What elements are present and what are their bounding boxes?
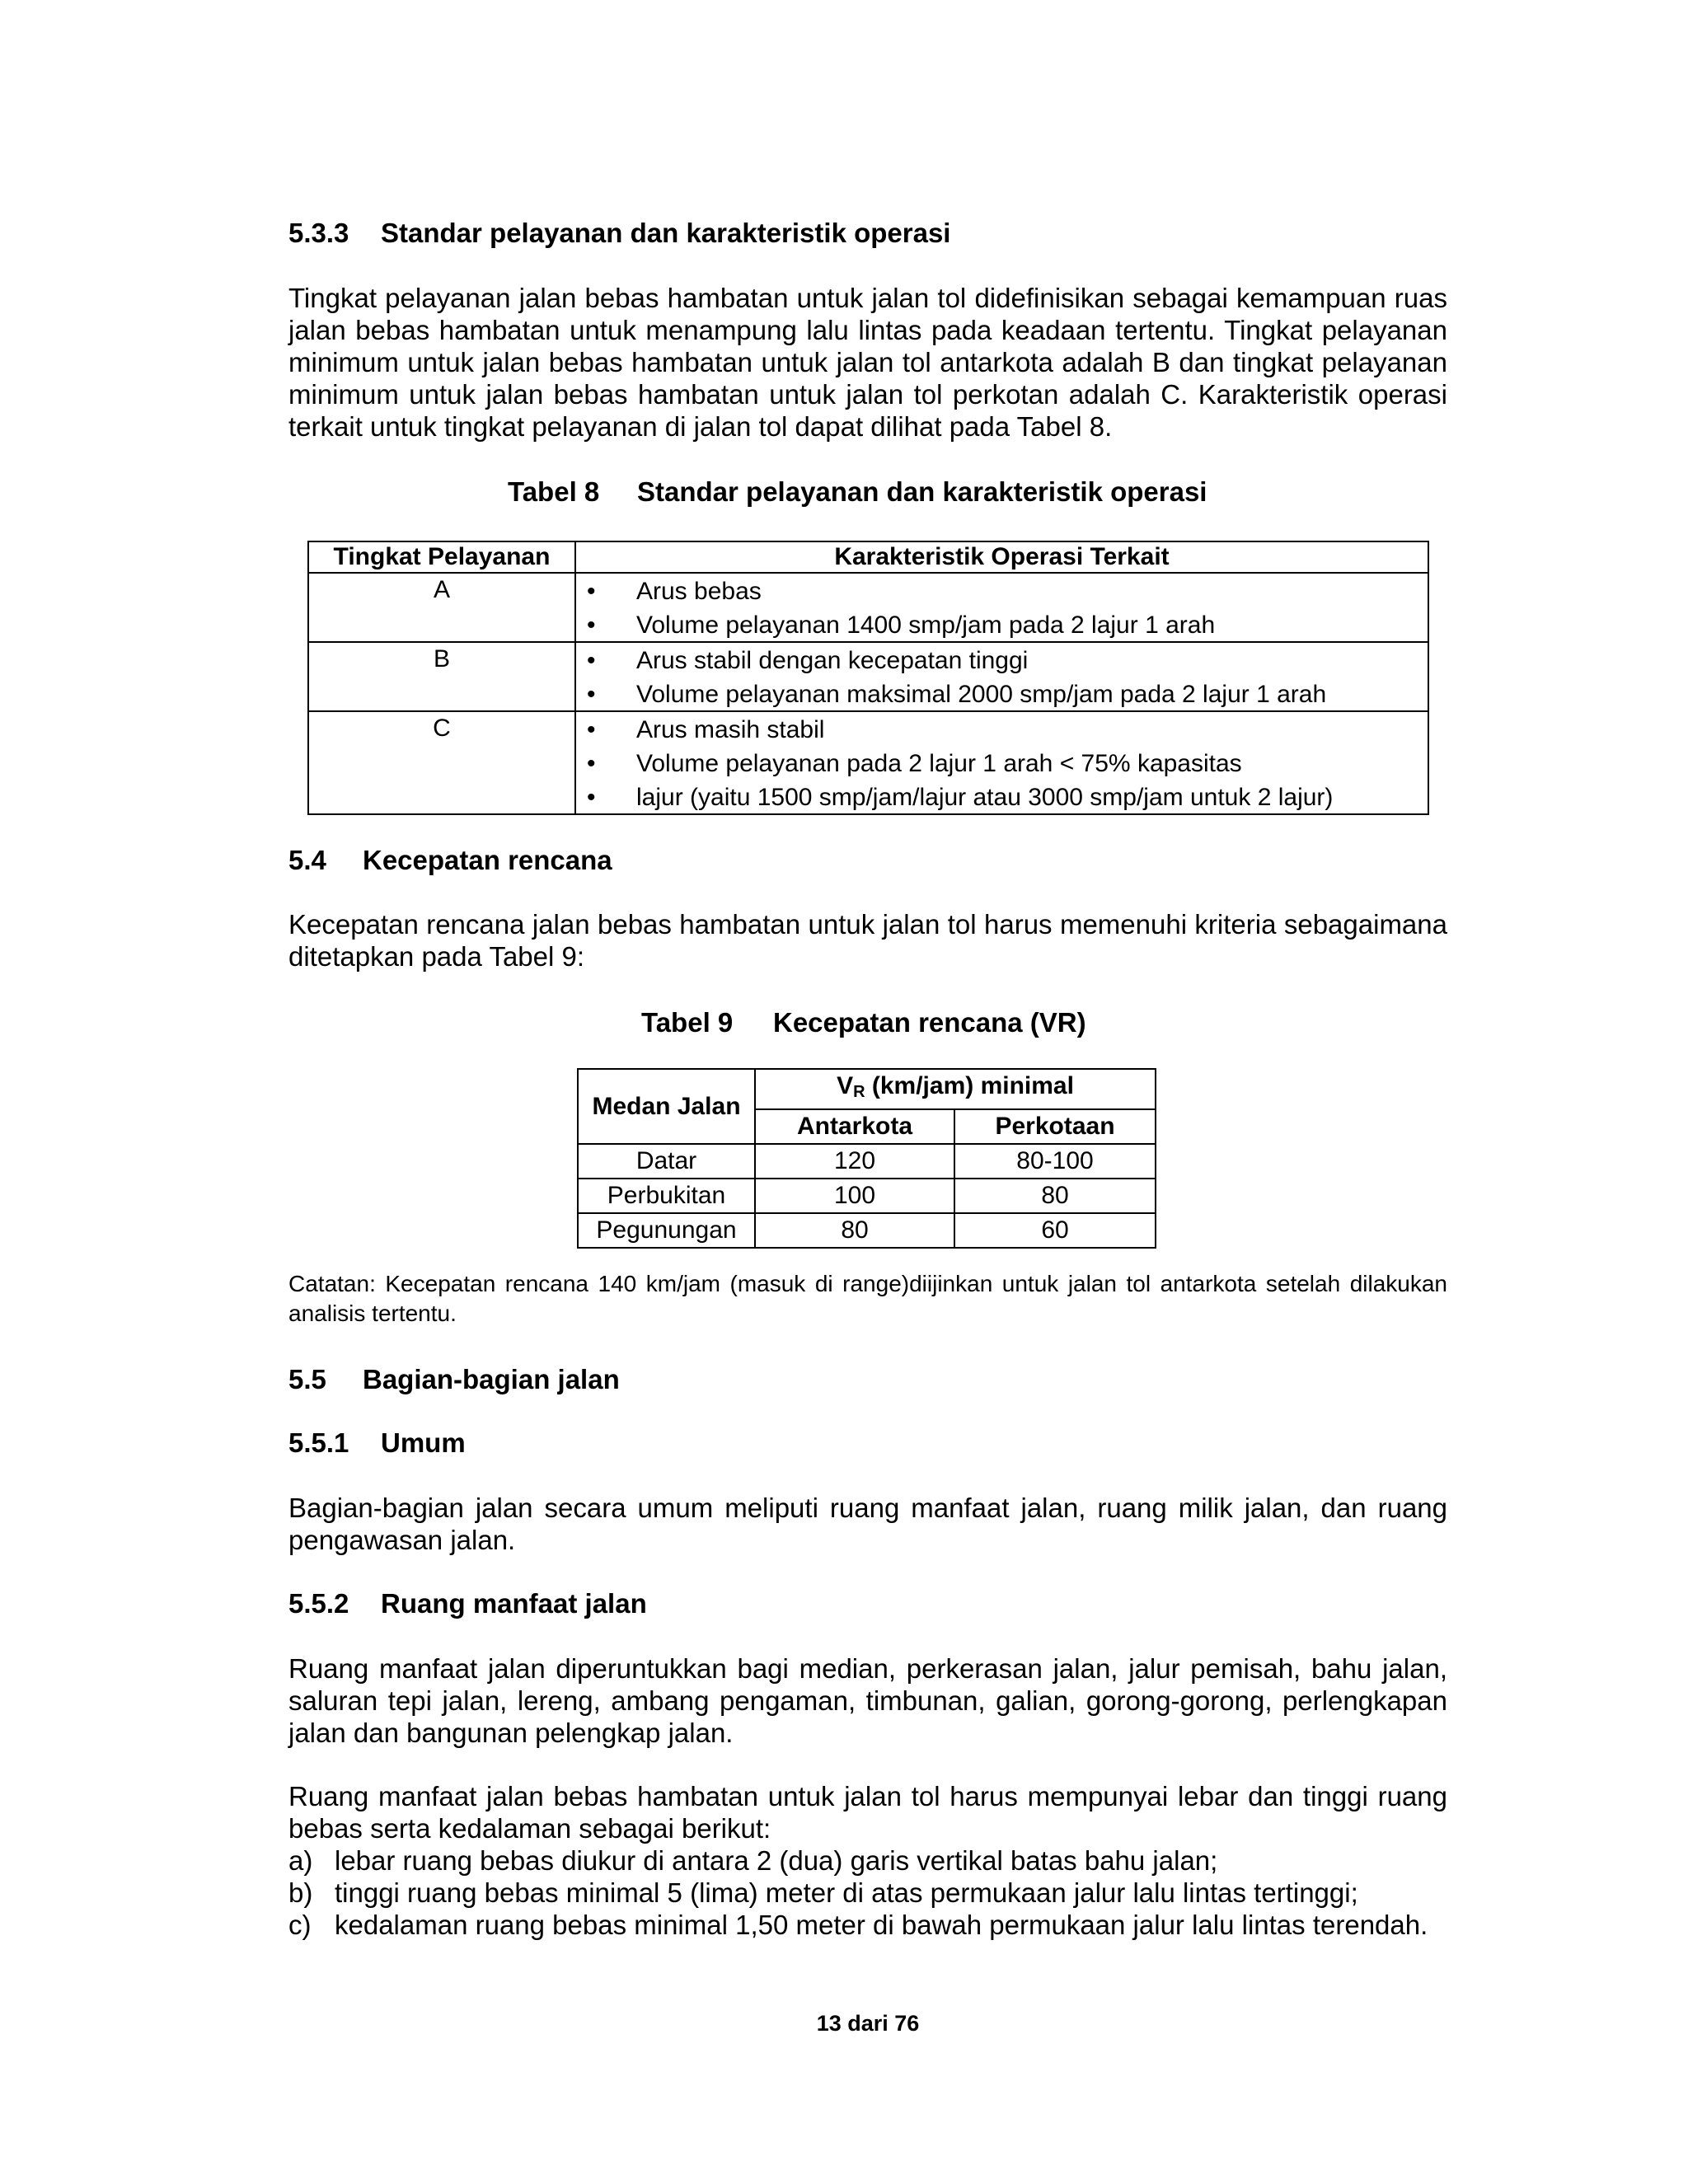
table9-cell-antarkota: 120 [755,1144,954,1179]
table9-cell-medan: Datar [578,1144,755,1179]
list-item: a) lebar ruang bebas diukur di antara 2 (dua) garis vertikal batas bahu jalan; [288,1845,1218,1876]
table-row [578,1213,1156,1248]
heading-5-5 [288,1364,620,1395]
list-marker: a) [288,1845,313,1876]
list-marker: b) [288,1877,313,1908]
table8-caption [508,476,1207,508]
table8-level: B [308,642,575,711]
heading-5-5-1 [288,1427,466,1459]
table8-col-tingkat: Tingkat Pelayanan [308,541,575,573]
table-row [578,1179,1156,1213]
table9-cell-perkotaan: 80-100 [954,1144,1156,1179]
paragraph-ruang-manfaat: Ruang manfaat jalan diperuntukkan bagi median, perkerasan jalan, jalur pemisah, bahu jalan, saluran tepi jalan, lereng, ambang pengaman, timbunan, galian, gorong-gorong, perlengkapan jalan dan bangunan pelengkap jalan. [288,1653,1447,1748]
list-item: • Volume pelayanan maksimal 2000 smp/jam pada 2 lajur 1 arah [576,677,1428,710]
table9-caption [641,1007,1086,1038]
heading-title: Standar pelayanan dan karakteristik operasi [381,218,951,248]
heading-number: 5.5.1 [288,1427,349,1458]
list-item: • Volume pelayanan pada 2 lajur 1 arah < 75% kapasitas [576,746,1428,780]
ruang-bebas-list [288,1844,1447,1941]
heading-number: 5.5 [288,1364,326,1394]
table-row [308,573,1428,642]
table9-col-medan: Medan Jalan [578,1069,755,1144]
paragraph-bagian-jalan: Bagian-bagian jalan secara umum meliputi ruang manfaat jalan, ruang milik jalan, dan ruang pengawasan jalan. [288,1493,1447,1555]
list-item: • lajur (yaitu 1500 smp/jam/lajur atau 3000 smp/jam untuk 2 lajur) [576,780,1428,813]
table9-cell-perkotaan: 60 [954,1213,1156,1248]
table8-level: A [308,573,575,642]
bullet-icon: • [587,784,596,811]
heading-5-5-2 [288,1588,647,1619]
bullet-icon: • [587,612,596,639]
table-row [578,1144,1156,1179]
table9-label: Tabel 9 [641,1007,734,1038]
table9-cell-perkotaan: 80 [954,1179,1156,1213]
bullet-icon: • [587,681,596,708]
heading-5-4 [288,845,612,876]
table-row [308,711,1428,814]
table9-col-antarkota: Antarkota [755,1109,954,1144]
table9-cell-antarkota: 100 [755,1179,954,1213]
note-catatan: Catatan: Kecepatan rencana 140 km/jam (masuk di range)diijinkan untuk jalan tol antarkota setelah dilakukan analisis tertentu. [288,1271,1447,1326]
paragraph-tingkat-pelayanan: Tingkat pelayanan jalan bebas hambatan untuk jalan tol didefinisikan sebagai kemampuan ruas jalan bebas hambatan untuk menampung lalu lintas pada keadaan tertentu. Tingkat pelayanan minimum untuk jalan bebas hambatan untuk jalan tol antarkota adalah B dan tingkat pelayanan minimum untuk jalan bebas hambatan untuk jalan tol perkotan adalah C. Karakteristik operasi terkait untuk tingkat pelayanan di jalan tol dapat dilihat pada Tabel 8. [288,283,1447,442]
heading-number: 5.4 [288,845,326,875]
table-8 [307,541,1429,815]
paragraph-ruang-bebas: Ruang manfaat jalan bebas hambatan untuk jalan tol harus mempunyai lebar dan tinggi ruang bebas serta kedalaman sebagai berikut: [288,1781,1447,1844]
heading-title: Kecepatan rencana [363,845,612,875]
bullet-icon: • [587,716,596,743]
table-9 [577,1068,1156,1249]
list-marker: c) [288,1910,312,1940]
heading-title: Bagian-bagian jalan [363,1364,620,1394]
table9-col-perkotaan: Perkotaan [954,1109,1156,1144]
paragraph-kecepatan-rencana: Kecepatan rencana jalan bebas hambatan untuk jalan tol harus memenuhi kriteria sebagaimana ditetapkan pada Tabel 9: [288,909,1447,972]
list-item: b) tinggi ruang bebas minimal 5 (lima) meter di atas permukaan jalur lalu lintas tertinggi; [288,1877,1358,1908]
page-number: 13 dari 76 [816,2011,920,2036]
table9-cell-medan: Perbukitan [578,1179,755,1213]
heading-number: 5.5.2 [288,1588,349,1619]
list-item: • Arus masih stabil [576,712,1428,746]
table8-col-karakteristik: Karakteristik Operasi Terkait [575,541,1428,573]
list-item: • Arus bebas [576,574,1428,607]
table8-level: C [308,711,575,814]
table8-label: Tabel 8 [508,476,600,507]
list-item: c) kedalaman ruang bebas minimal 1,50 meter di bawah permukaan jalur lalu lintas terendah. [288,1910,1428,1940]
heading-5-3-3 [288,218,950,249]
list-item: • Arus stabil dengan kecepatan tinggi [576,643,1428,677]
table-row [308,642,1428,711]
table8-characteristics [575,711,1428,814]
table9-header-row [578,1069,1156,1109]
table9-cell-antarkota: 80 [755,1213,954,1248]
list-item: • Volume pelayanan 1400 smp/jam pada 2 lajur 1 arah [576,607,1428,641]
heading-title: Ruang manfaat jalan [381,1588,647,1619]
table8-characteristics [575,642,1428,711]
bullet-icon: • [587,750,596,777]
table9-title: Kecepatan rencana (VR) [773,1007,1086,1038]
bullet-icon: • [587,647,596,674]
table8-header-row [308,541,1428,573]
table9-cell-medan: Pegunungan [578,1213,755,1248]
bullet-icon: • [587,578,596,605]
table9-col-vr: $V_R$ (km/jam) minimal [755,1069,1156,1109]
heading-title: Umum [381,1427,466,1458]
table8-characteristics [575,573,1428,642]
table8-title: Standar pelayanan dan karakteristik operasi [637,476,1207,507]
heading-number: 5.3.3 [288,218,349,248]
